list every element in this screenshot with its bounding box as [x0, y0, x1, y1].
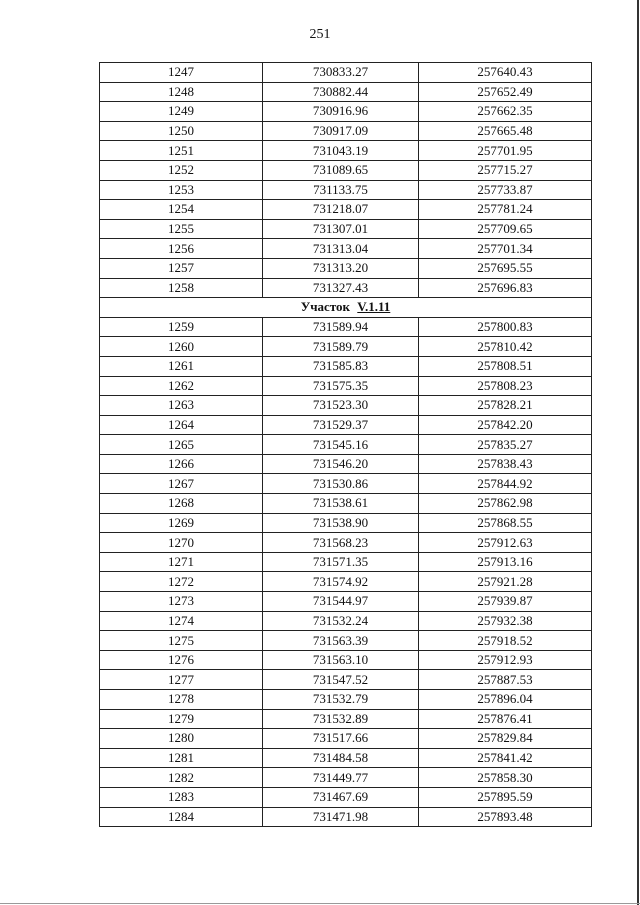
table-body-after-section	[100, 317, 592, 826]
x-coordinate-cell: 731545.16	[263, 435, 419, 455]
y-coordinate-cell: 257912.63	[419, 533, 592, 553]
table-row	[100, 690, 592, 710]
section-header-cell	[100, 298, 592, 318]
y-coordinate-cell: 257715.27	[419, 160, 592, 180]
y-coordinate-cell: 257921.28	[419, 572, 592, 592]
y-coordinate-cell: 257838.43	[419, 454, 592, 474]
table-row	[100, 121, 592, 141]
table-row	[100, 709, 592, 729]
table-row	[100, 592, 592, 612]
table-row	[100, 258, 592, 278]
table-row	[100, 787, 592, 807]
point-number-cell: 1276	[100, 650, 263, 670]
y-coordinate-cell: 257695.55	[419, 258, 592, 278]
table-row	[100, 278, 592, 298]
y-coordinate-cell: 257829.84	[419, 729, 592, 749]
x-coordinate-cell: 731089.65	[263, 160, 419, 180]
x-coordinate-cell: 731544.97	[263, 592, 419, 612]
x-coordinate-cell: 731563.39	[263, 631, 419, 651]
section-header-row	[100, 298, 592, 318]
table-row	[100, 552, 592, 572]
point-number-cell: 1263	[100, 396, 263, 416]
table-row	[100, 533, 592, 553]
table-row	[100, 239, 592, 259]
y-coordinate-cell: 257912.93	[419, 650, 592, 670]
point-number-cell: 1260	[100, 337, 263, 357]
point-number-cell: 1272	[100, 572, 263, 592]
x-coordinate-cell: 730916.96	[263, 102, 419, 122]
y-coordinate-cell: 257652.49	[419, 82, 592, 102]
table-row	[100, 650, 592, 670]
x-coordinate-cell: 731585.83	[263, 356, 419, 376]
x-coordinate-cell: 731218.07	[263, 200, 419, 220]
y-coordinate-cell: 257876.41	[419, 709, 592, 729]
y-coordinate-cell: 257701.95	[419, 141, 592, 161]
y-coordinate-cell: 257844.92	[419, 474, 592, 494]
y-coordinate-cell: 257696.83	[419, 278, 592, 298]
x-coordinate-cell: 731571.35	[263, 552, 419, 572]
x-coordinate-cell: 730917.09	[263, 121, 419, 141]
point-number-cell: 1269	[100, 513, 263, 533]
section-header-body	[100, 298, 592, 318]
point-number-cell: 1265	[100, 435, 263, 455]
point-number-cell: 1284	[100, 807, 263, 827]
y-coordinate-cell: 257895.59	[419, 787, 592, 807]
point-number-cell: 1277	[100, 670, 263, 690]
y-coordinate-cell: 257887.53	[419, 670, 592, 690]
point-number-cell: 1256	[100, 239, 263, 259]
table-row	[100, 572, 592, 592]
x-coordinate-cell: 730882.44	[263, 82, 419, 102]
y-coordinate-cell: 257918.52	[419, 631, 592, 651]
point-number-cell: 1251	[100, 141, 263, 161]
table-row	[100, 141, 592, 161]
x-coordinate-cell: 731313.20	[263, 258, 419, 278]
point-number-cell: 1249	[100, 102, 263, 122]
table-body-before-section	[100, 63, 592, 298]
table-row	[100, 415, 592, 435]
section-label: Участок	[300, 299, 351, 315]
x-coordinate-cell: 731575.35	[263, 376, 419, 396]
table-row	[100, 200, 592, 220]
page-number: 251	[309, 27, 331, 42]
y-coordinate-cell: 257893.48	[419, 807, 592, 827]
y-coordinate-cell: 257733.87	[419, 180, 592, 200]
point-number-cell: 1268	[100, 494, 263, 514]
point-number-cell: 1259	[100, 317, 263, 337]
point-number-cell: 1266	[100, 454, 263, 474]
table-row	[100, 356, 592, 376]
x-coordinate-cell: 731467.69	[263, 787, 419, 807]
table-row	[100, 748, 592, 768]
section-code: V.1.11	[357, 299, 391, 315]
x-coordinate-cell: 731546.20	[263, 454, 419, 474]
scan-bottom-line	[0, 903, 640, 904]
x-coordinate-cell: 731307.01	[263, 219, 419, 239]
y-coordinate-cell: 257808.23	[419, 376, 592, 396]
table-row	[100, 631, 592, 651]
y-coordinate-cell: 257701.34	[419, 239, 592, 259]
x-coordinate-cell: 731484.58	[263, 748, 419, 768]
x-coordinate-cell: 731547.52	[263, 670, 419, 690]
point-number-cell: 1274	[100, 611, 263, 631]
point-number-cell: 1261	[100, 356, 263, 376]
y-coordinate-cell: 257841.42	[419, 748, 592, 768]
y-coordinate-cell: 257835.27	[419, 435, 592, 455]
point-number-cell: 1257	[100, 258, 263, 278]
x-coordinate-cell: 731563.10	[263, 650, 419, 670]
table-row	[100, 396, 592, 416]
point-number-cell: 1252	[100, 160, 263, 180]
table-row	[100, 376, 592, 396]
y-coordinate-cell: 257665.48	[419, 121, 592, 141]
x-coordinate-cell: 731449.77	[263, 768, 419, 788]
x-coordinate-cell: 731133.75	[263, 180, 419, 200]
y-coordinate-cell: 257640.43	[419, 63, 592, 83]
x-coordinate-cell: 731538.61	[263, 494, 419, 514]
point-number-cell: 1270	[100, 533, 263, 553]
x-coordinate-cell: 731589.94	[263, 317, 419, 337]
table-row	[100, 807, 592, 827]
point-number-cell: 1250	[100, 121, 263, 141]
point-number-cell: 1264	[100, 415, 263, 435]
point-number-cell: 1271	[100, 552, 263, 572]
scan-edge-line	[637, 0, 639, 905]
table-row	[100, 513, 592, 533]
x-coordinate-cell: 731471.98	[263, 807, 419, 827]
x-coordinate-cell: 731530.86	[263, 474, 419, 494]
point-number-cell: 1248	[100, 82, 263, 102]
table-row	[100, 219, 592, 239]
table-row	[100, 160, 592, 180]
point-number-cell: 1278	[100, 690, 263, 710]
point-number-cell: 1281	[100, 748, 263, 768]
coordinates-table	[99, 62, 592, 827]
y-coordinate-cell: 257913.16	[419, 552, 592, 572]
table-row	[100, 180, 592, 200]
point-number-cell: 1253	[100, 180, 263, 200]
x-coordinate-cell: 731327.43	[263, 278, 419, 298]
point-number-cell: 1273	[100, 592, 263, 612]
table-row	[100, 611, 592, 631]
y-coordinate-cell: 257868.55	[419, 513, 592, 533]
point-number-cell: 1258	[100, 278, 263, 298]
table-row	[100, 317, 592, 337]
point-number-cell: 1280	[100, 729, 263, 749]
table-row	[100, 729, 592, 749]
y-coordinate-cell: 257896.04	[419, 690, 592, 710]
point-number-cell: 1282	[100, 768, 263, 788]
point-number-cell: 1262	[100, 376, 263, 396]
x-coordinate-cell: 731568.23	[263, 533, 419, 553]
y-coordinate-cell: 257842.20	[419, 415, 592, 435]
y-coordinate-cell: 257800.83	[419, 317, 592, 337]
x-coordinate-cell: 731532.89	[263, 709, 419, 729]
y-coordinate-cell: 257662.35	[419, 102, 592, 122]
point-number-cell: 1283	[100, 787, 263, 807]
table-row	[100, 768, 592, 788]
y-coordinate-cell: 257862.98	[419, 494, 592, 514]
table-row	[100, 63, 592, 83]
table-row	[100, 474, 592, 494]
x-coordinate-cell: 731517.66	[263, 729, 419, 749]
y-coordinate-cell: 257939.87	[419, 592, 592, 612]
y-coordinate-cell: 257932.38	[419, 611, 592, 631]
x-coordinate-cell: 731532.24	[263, 611, 419, 631]
x-coordinate-cell: 731532.79	[263, 690, 419, 710]
point-number-cell: 1275	[100, 631, 263, 651]
point-number-cell: 1255	[100, 219, 263, 239]
x-coordinate-cell: 731529.37	[263, 415, 419, 435]
table-row	[100, 102, 592, 122]
x-coordinate-cell: 731043.19	[263, 141, 419, 161]
y-coordinate-cell: 257810.42	[419, 337, 592, 357]
point-number-cell: 1247	[100, 63, 263, 83]
table-row	[100, 337, 592, 357]
y-coordinate-cell: 257808.51	[419, 356, 592, 376]
y-coordinate-cell: 257858.30	[419, 768, 592, 788]
table-row	[100, 454, 592, 474]
x-coordinate-cell: 731313.04	[263, 239, 419, 259]
point-number-cell: 1279	[100, 709, 263, 729]
table-row	[100, 435, 592, 455]
point-number-cell: 1254	[100, 200, 263, 220]
x-coordinate-cell: 730833.27	[263, 63, 419, 83]
y-coordinate-cell: 257709.65	[419, 219, 592, 239]
table-row	[100, 670, 592, 690]
y-coordinate-cell: 257781.24	[419, 200, 592, 220]
x-coordinate-cell: 731574.92	[263, 572, 419, 592]
x-coordinate-cell: 731589.79	[263, 337, 419, 357]
table-row	[100, 494, 592, 514]
table-row	[100, 82, 592, 102]
point-number-cell: 1267	[100, 474, 263, 494]
y-coordinate-cell: 257828.21	[419, 396, 592, 416]
x-coordinate-cell: 731523.30	[263, 396, 419, 416]
x-coordinate-cell: 731538.90	[263, 513, 419, 533]
